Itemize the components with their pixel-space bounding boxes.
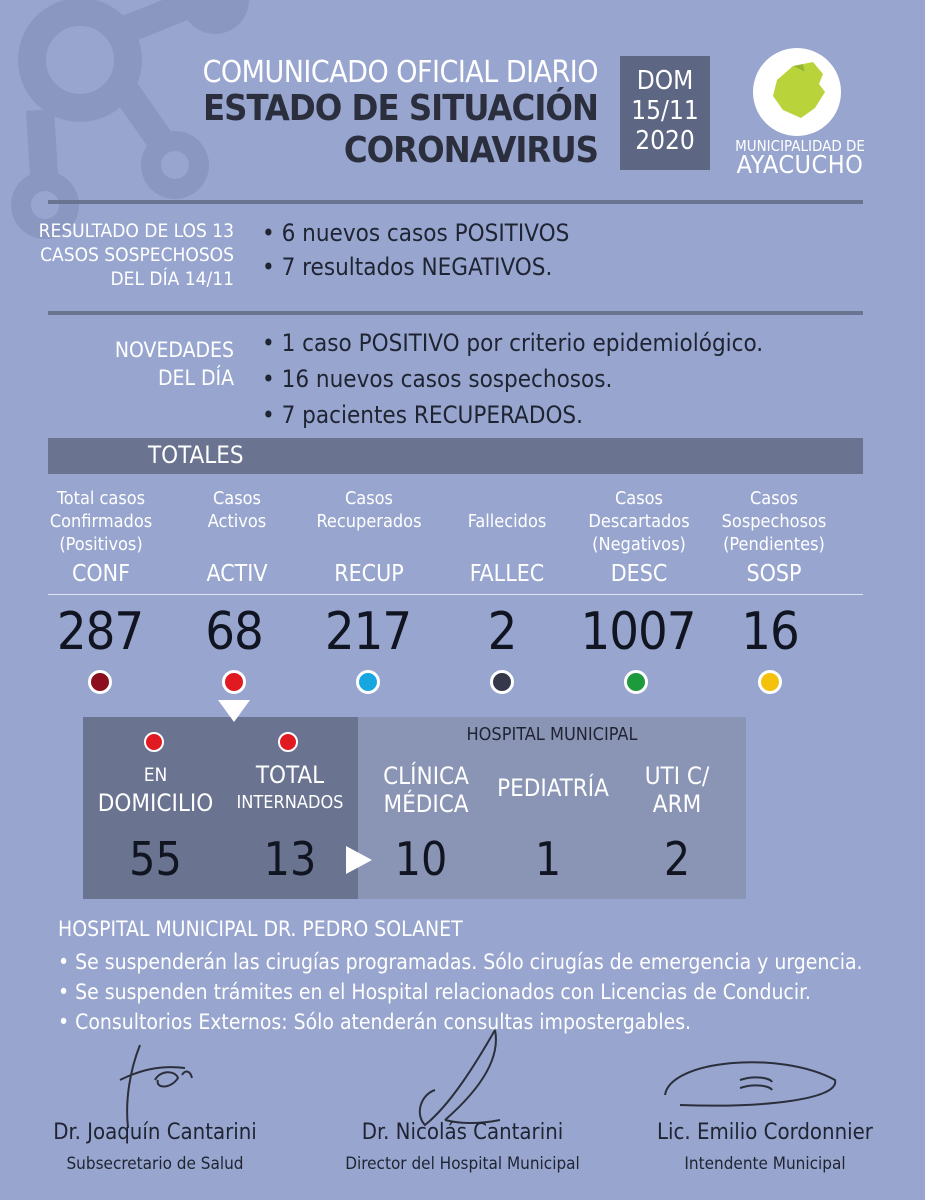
domicilio-label-line: DOMICILIO xyxy=(97,789,214,817)
col-head-line: Confirmados xyxy=(49,511,153,532)
footer-item: • Se suspenden trámites en el Hospital relacionados con Licencias de Conducir. xyxy=(58,980,811,1004)
col-head-line: Casos xyxy=(749,488,798,509)
dot-fallec xyxy=(490,670,514,694)
resultado-item: • 7 resultados NEGATIVOS. xyxy=(262,253,553,281)
signature-role-3: Intendente Municipal xyxy=(684,1154,846,1174)
col-head-line: Casos xyxy=(614,488,663,509)
value-uti: 2 xyxy=(663,832,691,886)
dot-activ xyxy=(222,670,246,694)
resultado-label-line: CASOS SOSPECHOSOS xyxy=(40,244,234,266)
dot-internados xyxy=(278,732,298,752)
col-head-line: Fallecidos xyxy=(467,511,547,532)
footer-item: • Se suspenderán las cirugías programadas. Sólo cirugías de emergencia y urgencia. xyxy=(58,950,863,974)
abbr-conf: CONF xyxy=(71,561,131,587)
novedades-item: • 1 caso POSITIVO por criterio epidemiológico. xyxy=(262,329,764,357)
dot-conf xyxy=(88,670,112,694)
value-sosp: 16 xyxy=(741,602,799,662)
resultado-label-line: DEL DÍA 14/11 xyxy=(110,268,234,290)
signature-name-1: Dr. Joaquín Cantarini xyxy=(53,1120,257,1145)
novedades-label-line: DEL DÍA xyxy=(157,366,234,390)
signature-role-1: Subsecretario de Salud xyxy=(66,1154,244,1174)
clinica-label-line: CLÍNICA xyxy=(383,762,469,790)
abbr-sosp: SOSP xyxy=(746,561,802,587)
value-internados: 13 xyxy=(263,832,317,886)
col-head-fallec xyxy=(442,510,572,533)
col-head-line: Activos xyxy=(207,511,267,532)
col-head-line: Casos xyxy=(344,488,393,509)
col-head-sosp xyxy=(709,487,839,556)
value-pediatria: 1 xyxy=(534,832,562,886)
value-fallec: 2 xyxy=(487,602,517,662)
resultado-item: • 6 nuevos casos POSITIVOS xyxy=(262,219,570,247)
pediatria-label-line: PEDIATRÍA xyxy=(497,774,609,802)
resultado-label-line: RESULTADO DE LOS 13 xyxy=(38,220,234,242)
domicilio-label xyxy=(83,761,228,817)
divider xyxy=(48,200,863,204)
abbr-recup: RECUP xyxy=(334,561,404,587)
signature-name-3: Lic. Emilio Cordonnier xyxy=(657,1120,873,1145)
date-box xyxy=(620,56,710,170)
dot-desc xyxy=(624,670,648,694)
footer-item: • Consultorios Externos: Sólo atenderán consultas impostergables. xyxy=(58,1010,692,1034)
novedades-item: • 7 pacientes RECUPERADOS. xyxy=(262,401,583,429)
logo-text-1: MUNICIPALIDAD DE xyxy=(735,137,865,155)
totales-title: TOTALES xyxy=(148,441,244,469)
divider-thin xyxy=(48,594,863,595)
down-triangle-icon xyxy=(218,700,250,724)
col-head-line: Casos xyxy=(212,488,261,509)
header-subtitle: COMUNICADO OFICIAL DIARIO xyxy=(202,55,598,90)
hospital-municipal-label: HOSPITAL MUNICIPAL xyxy=(466,724,638,745)
value-activ: 68 xyxy=(205,602,263,662)
date-day: DOM xyxy=(636,66,694,96)
uti-label-line: UTI C/ xyxy=(644,762,710,790)
footer-title: HOSPITAL MUNICIPAL DR. PEDRO SOLANET xyxy=(58,917,463,941)
divider xyxy=(48,311,863,315)
uti-label xyxy=(618,762,736,818)
pediatria-label xyxy=(488,774,618,802)
clinica-label xyxy=(362,762,490,818)
municipality-logo xyxy=(753,48,841,136)
col-head-line: Sospechosos xyxy=(721,511,827,532)
signature-name-2: Dr. Nicolás Cantarini xyxy=(361,1120,564,1145)
dot-domicilio xyxy=(144,732,164,752)
signature-1 xyxy=(100,1040,210,1130)
abbr-desc: DESC xyxy=(610,561,668,587)
abbr-fallec: FALLEC xyxy=(469,561,545,587)
value-domicilio: 55 xyxy=(129,832,182,886)
col-head-line: Total casos xyxy=(56,488,146,509)
dot-sosp xyxy=(758,670,782,694)
novedades-label xyxy=(30,336,234,392)
value-conf: 287 xyxy=(56,602,144,662)
abbr-activ: ACTIV xyxy=(206,561,268,587)
resultado-label xyxy=(30,219,234,291)
value-clinica: 10 xyxy=(394,832,448,886)
novedades-item: • 16 nuevos casos sospechosos. xyxy=(262,365,613,393)
logo-text-2: AYACUCHO xyxy=(736,150,864,179)
map-logo-icon xyxy=(753,48,841,136)
novedades-label-line: NOVEDADES xyxy=(114,338,234,362)
header-title-2: CORONAVIRUS xyxy=(343,130,598,171)
col-head-conf xyxy=(36,487,166,556)
col-head-activ xyxy=(172,487,302,533)
col-head-recup xyxy=(304,487,434,533)
dot-recup xyxy=(356,670,380,694)
value-desc: 1007 xyxy=(580,602,696,662)
col-head-line: Recuperados xyxy=(316,511,422,532)
internados-label-line: INTERNADOS xyxy=(236,792,344,813)
uti-label-line: ARM xyxy=(652,790,702,818)
col-head-line: (Pendientes) xyxy=(723,534,825,555)
header-title: ESTADO DE SITUACIÓN xyxy=(203,88,598,129)
signature-2 xyxy=(405,1025,515,1130)
internados-label-line: TOTAL xyxy=(255,761,325,789)
col-head-line: (Positivos) xyxy=(59,534,143,555)
internados-label xyxy=(220,761,360,817)
clinica-label-line: MÉDICA xyxy=(383,790,469,818)
signature-role-2: Director del Hospital Municipal xyxy=(345,1154,580,1174)
col-head-line: (Negativos) xyxy=(592,534,686,555)
domicilio-label-line: EN xyxy=(143,764,168,786)
value-recup: 217 xyxy=(324,602,412,662)
col-head-line: Descartados xyxy=(588,511,690,532)
date-year: 2020 xyxy=(635,126,695,156)
date-daymonth: 15/11 xyxy=(631,96,699,126)
col-head-desc xyxy=(574,487,704,556)
signature-3 xyxy=(660,1050,845,1120)
